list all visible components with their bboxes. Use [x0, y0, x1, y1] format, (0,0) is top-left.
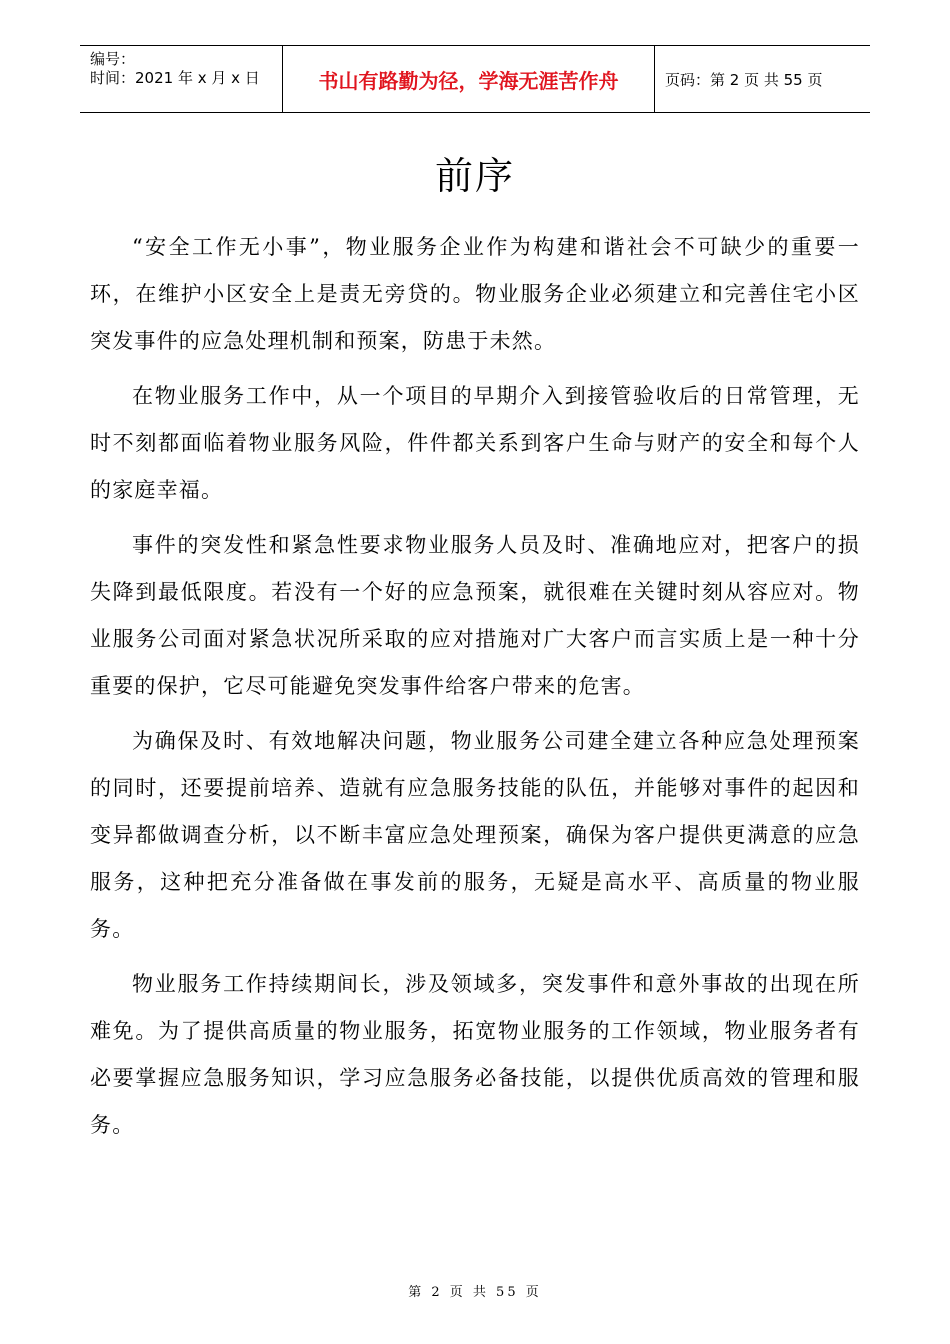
header-motto: 书山有路勤为径，学海无涯苦作舟 [282, 46, 655, 112]
page-title: 前序 [434, 154, 515, 198]
paragraph: “安全工作无小事”，物业服务企业作为构建和谐社会不可缺少的重要一环，在维护小区安全上是责无旁贷的。物业服务企业必须建立和完善住宅小区突发事件的应急处理机制和预案，防患于未然。 [90, 235, 860, 353]
time-label: 时间：2021 年 x 月 x 日 [90, 69, 260, 87]
paragraph: 为确保及时、有效地解决问题，物业服务公司建全建立各种应急处理预案的同时，还要提前培养、造就有应急服务技能的队伍，并能够对事件的起因和变异都做调查分析，以不断丰富应急处理预案，确保为客户提供更满意的应急服务，这种把充分准备做在事发前的服务，无疑是高水平、高质量的物业服务。 [90, 729, 860, 941]
paragraph: 事件的突发性和紧急性要求物业服务人员及时、准确地应对，把客户的损失降到最低限度。若没有一个好的应急预案，就很难在关键时刻从容应对。物业服务公司面对紧急状况所采取的应对措施对广大客户而言实质上是一种十分重要的保护，它尽可能避免突发事件给客户带来的危害。 [90, 533, 860, 698]
paragraph: 物业服务工作持续期间长，涉及领域多，突发事件和意外事故的出现在所难免。为了提供高质量的物业服务，拓宽物业服务的工作领域，物业服务者有必要掌握应急服务知识，学习应急服务必备技能，以提供优质高效的管理和服务。 [90, 972, 860, 1137]
document-body [90, 224, 860, 1157]
paragraph: 在物业服务工作中，从一个项目的早期介入到接管验收后的日常管理，无时不刻都面临着物业服务风险，件件都关系到客户生命与财产的安全和每个人的家庭幸福。 [90, 384, 860, 502]
document-header [80, 45, 870, 113]
header-meta [80, 46, 282, 112]
number-label: 编号： [90, 50, 136, 68]
header-page-info: 页码：第 2 页 共 55 页 [665, 70, 823, 89]
page-footer: 第 2 页 共 55 页 [408, 1285, 542, 1300]
